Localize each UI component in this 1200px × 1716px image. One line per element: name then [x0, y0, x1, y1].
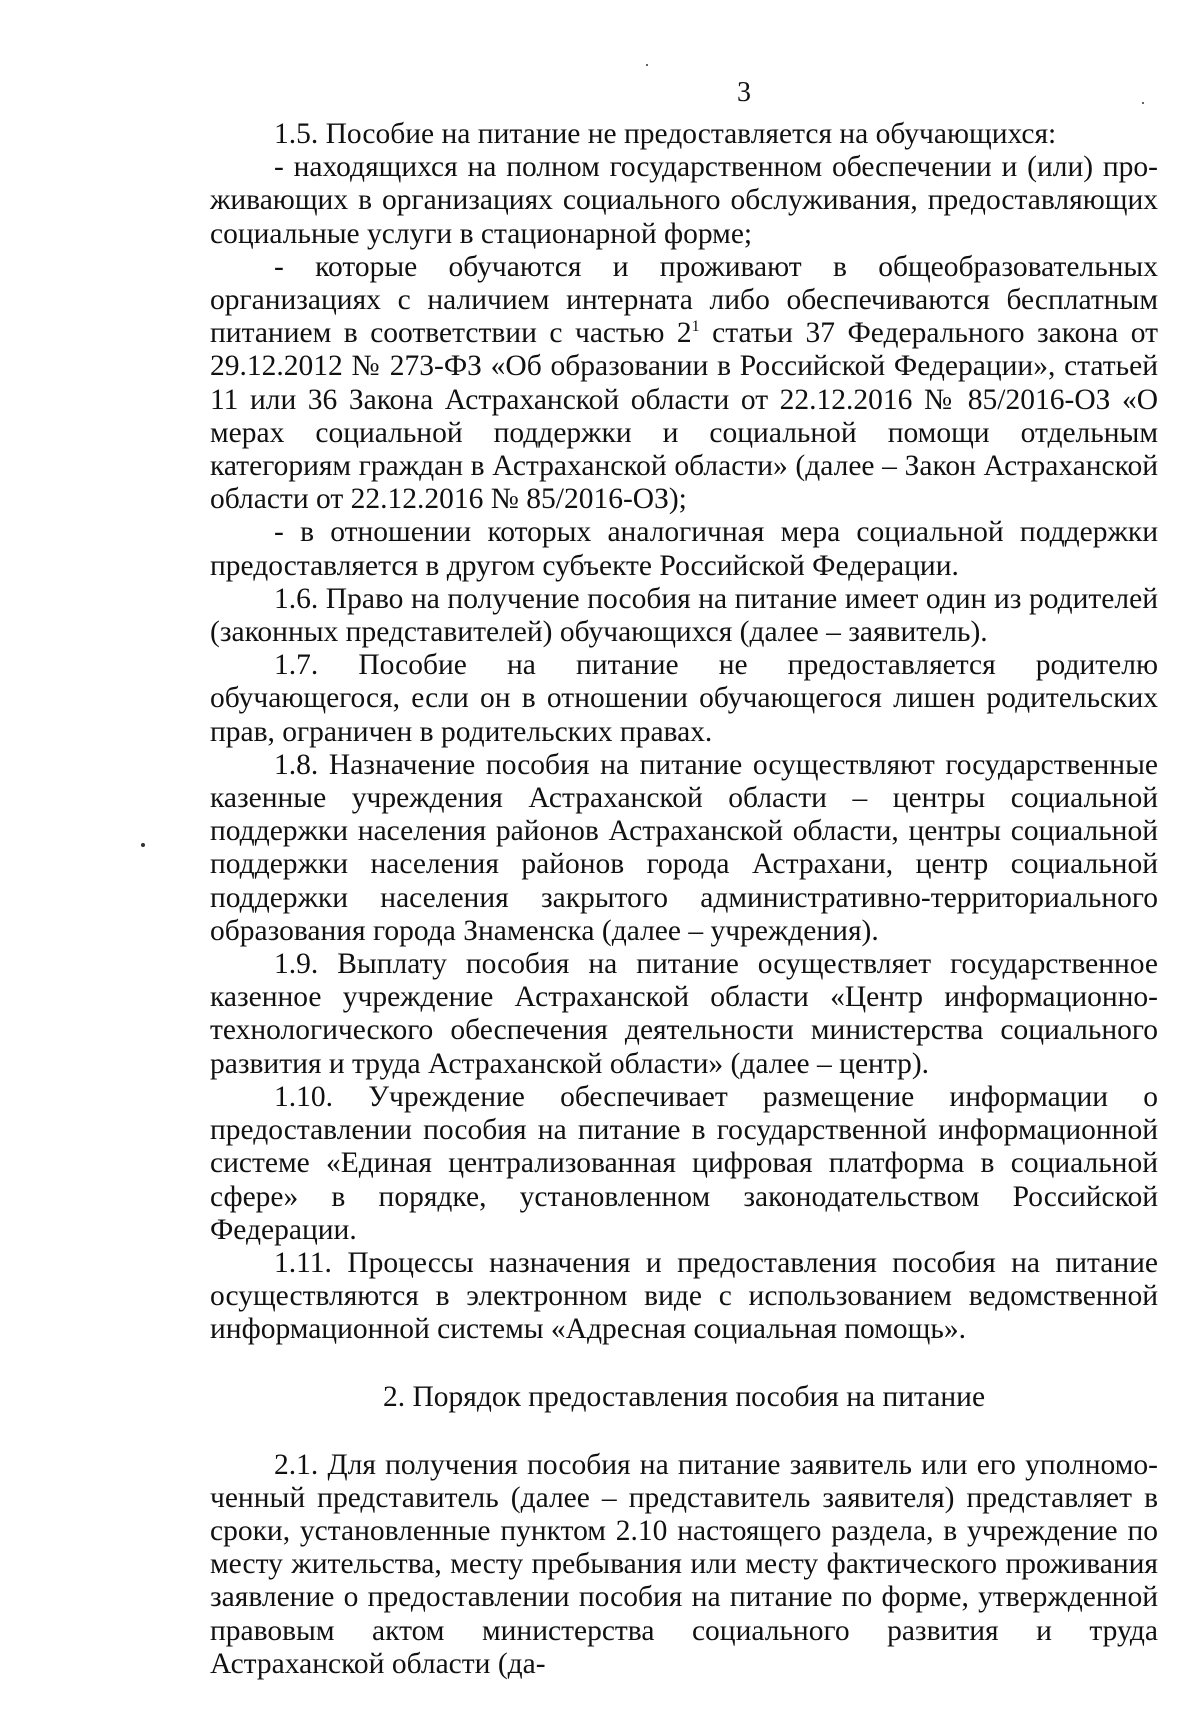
document-page [210, 76, 1158, 1681]
list-item-other-region: - в отношении которых аналогичная мера социальной поддержки предоставляется в другом субъекте Российской Федерации. [210, 516, 1158, 582]
paragraph-1-11: 1.11. Процессы назначения и предоставления пособия на питание осуществляются в электронном виде с использованием ведомственной информационной системы «Адресная социальная помощь». [210, 1246, 1158, 1346]
section-2-heading: 2. Порядок предоставления пособия на питание [382, 1380, 986, 1413]
section-1-body [210, 118, 1158, 1347]
list-item-boarding-schools: - которые обучаются и проживают в общеобразовательных организациях с наличием интерната либо обеспечиваются бесплатным питанием в соответствии с частью $2^1$ статьи 37 Федерального закона от 29.12.2012 № 273-ФЗ «Об образовании в Российской Федерации», статьей 11 или 36 Закона Астраханской области от 22.12.2016 № 85/2016-ОЗ «О мерах социальной поддержки и социальной помощи отдельным категориям граждан в Астраханской области» (далее – Закон Астраханской области от 22.12.2016 № 85/2016-ОЗ); [210, 250, 1158, 516]
paragraph-1-9: 1.9. Выплату пособия на питание осуществляет государственное казенное учреждение Астраханской области «Центр информационно-технологического обеспечения деятельности министерства социального развития и труда Астраханской области» (далее – центр). [210, 948, 1158, 1080]
list-item-full-state-support: - находящихся на полном государственном обеспечении и (или) проживающих в организациях социального обслуживания, предоставляющих социальные услуги в стационарной форме; [210, 151, 1158, 250]
section-2-body [210, 1449, 1158, 1681]
paragraph-1-10: 1.10. Учреждение обеспечивает размещение информации о предоставлении пособия на питание в государственной информационной системе «Единая централизованная цифровая платформа в социальной сфере» в порядке, установленном законодательством Российской Федерации. [210, 1080, 1158, 1246]
paragraph-1-6: 1.6. Право на получение пособия на питание имеет один из родителей (законных представителей) обучающихся (далее – заявитель). [210, 582, 1158, 649]
scan-speck [646, 64, 648, 66]
superscript-one: 1 [691, 318, 700, 336]
paragraph-1-5: 1.5. Пособие на питание не предоставляется на обучающихся: [274, 118, 1057, 150]
scan-speck [141, 843, 145, 847]
paragraph-1-7: 1.7. Пособие на питание не предоставляется родителю обучающегося, если он в отношении обучающегося лишен родительских прав, ограничен в родительских правах. [210, 649, 1158, 748]
paragraph-2-1: 2.1. Для получения пособия на питание заявитель или его уполномоченный представитель (далее – представитель заявителя) представляет в сроки, установленные пунктом 2.10 настоящего раздела, в учреждение по месту жительства, месту пребывания или месту фактического проживания заявление о предоставлении пособия на питание по форме, утвержденной правовым актом министерства социального развития и труда Астраханской области (да- [210, 1448, 1158, 1680]
paragraph-1-8: 1.8. Назначение пособия на питание осуществляют государственные казенные учреждения Астраханской области – центры социальной поддержки населения районов Астраханской области, центры социальной поддержки населения районов города Астрахани, центр социальной поддержки населения закрытого административно-территориального образования города Знаменска (далее – учреждения). [210, 748, 1158, 947]
page-number: 3 [737, 77, 751, 108]
